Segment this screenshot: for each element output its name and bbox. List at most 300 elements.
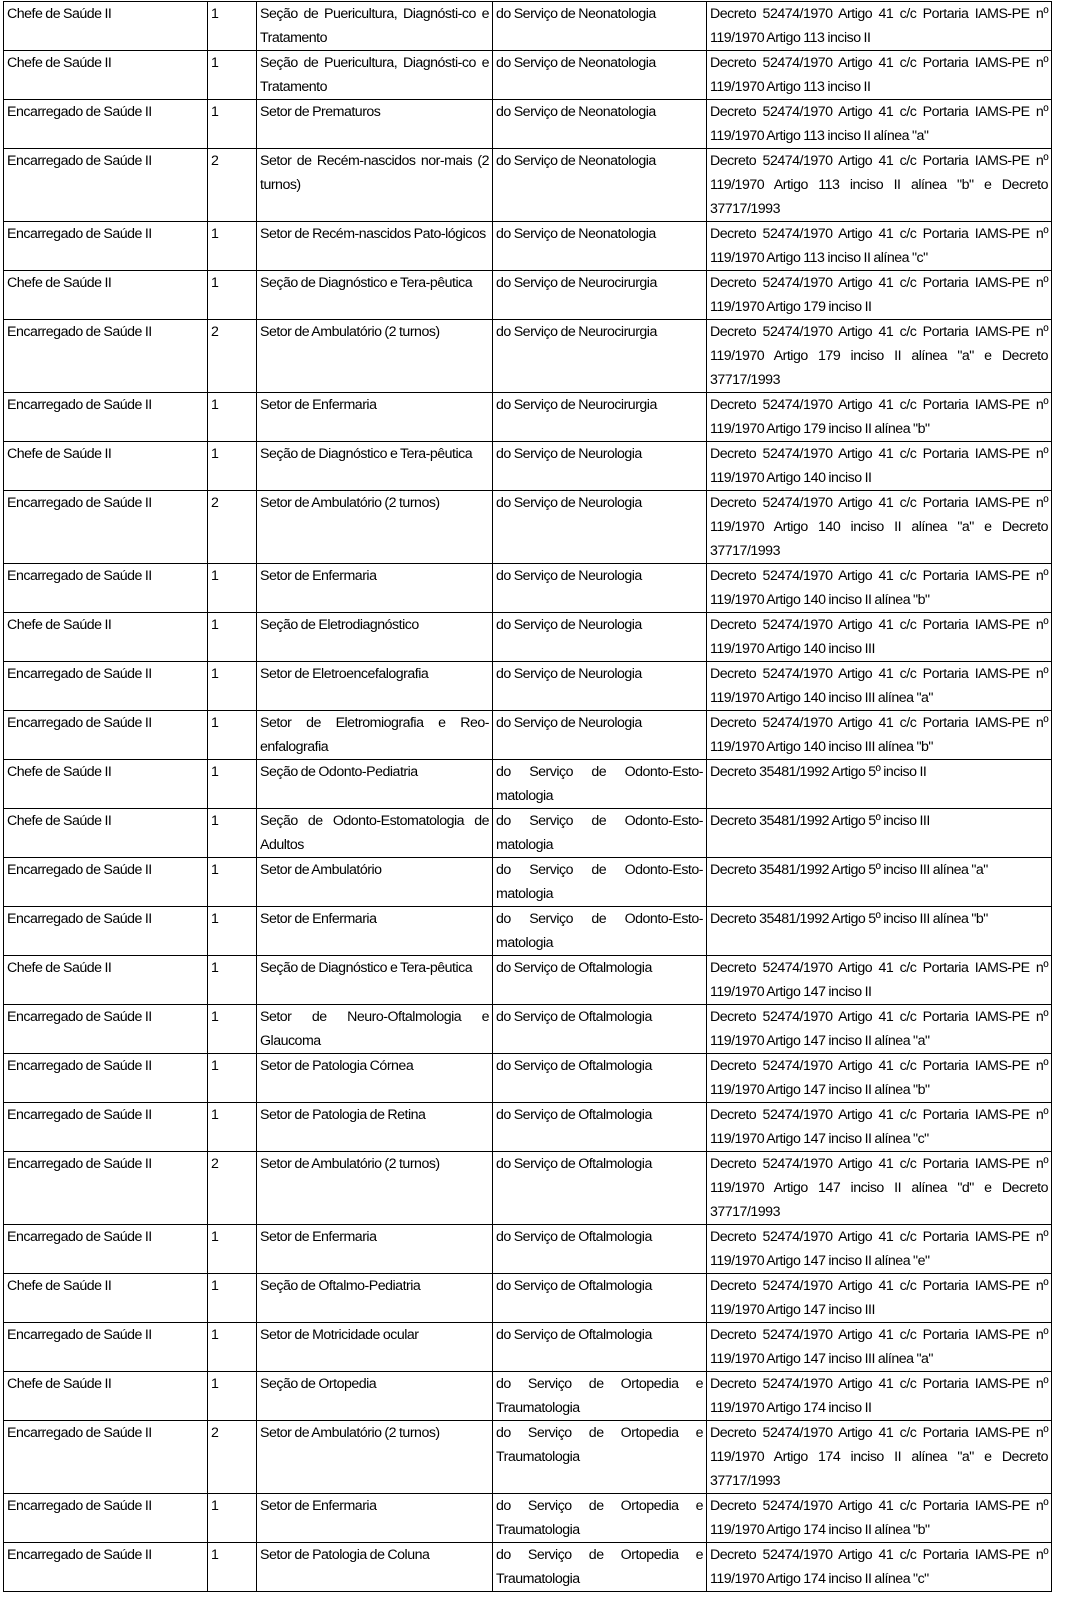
quantity-cell-text: 2 — [211, 153, 219, 169]
service-cell — [493, 1543, 707, 1592]
service-cell-text: do Serviço de Neurocirurgia — [496, 397, 657, 413]
quantity-cell-text: 1 — [211, 1547, 219, 1563]
cargo-cell-text: Encarregado de Saúde II — [7, 568, 152, 584]
cargo-cell — [4, 1372, 208, 1421]
quantity-cell-text: 1 — [211, 1278, 219, 1294]
unit-cell-text: Setor de Recém-nascidos Pato-lógicos — [260, 226, 486, 242]
legislation-cell — [707, 442, 1052, 491]
service-cell-text: do Serviço de Ortopedia e Traumatologia — [496, 1425, 703, 1465]
quantity-cell — [208, 1152, 257, 1225]
quantity-cell — [208, 760, 257, 809]
quantity-cell-text: 1 — [211, 1058, 219, 1074]
unit-cell-text: Seção de Diagnóstico e Tera-pêutica — [260, 960, 473, 976]
cargo-cell-text: Encarregado de Saúde II — [7, 1156, 152, 1172]
cargo-cell-text: Chefe de Saúde II — [7, 1278, 112, 1294]
quantity-cell — [208, 1494, 257, 1543]
legislation-cell — [707, 1494, 1052, 1543]
legislation-cell — [707, 858, 1052, 907]
unit-cell — [257, 1103, 493, 1152]
cargo-cell-text: Encarregado de Saúde II — [7, 397, 152, 413]
legislation-cell-text: Decreto 35481/1992 Artigo 5º inciso III alínea "b" — [710, 911, 988, 927]
legislation-cell-text: Decreto 52474/1970 Artigo 41 c/c Portaria IAMS-PE nº 119/1970 Artigo 179 inciso II — [710, 275, 1048, 315]
legislation-cell — [707, 1225, 1052, 1274]
unit-cell-text: Seção de Puericultura, Diagnósti-co e Tratamento — [260, 55, 489, 95]
quantity-cell — [208, 1543, 257, 1592]
legislation-cell-text: Decreto 52474/1970 Artigo 41 c/c Portaria IAMS-PE nº 119/1970 Artigo 147 inciso III alínea "a" — [710, 1327, 1048, 1367]
service-cell-text: do Serviço de Oftalmologia — [496, 960, 652, 976]
legislation-cell — [707, 711, 1052, 760]
table-row — [4, 442, 1052, 491]
quantity-cell — [208, 1421, 257, 1494]
unit-cell-text: Setor de Enfermaria — [260, 1229, 377, 1245]
quantity-cell — [208, 1225, 257, 1274]
legislation-cell-text: Decreto 52474/1970 Artigo 41 c/c Portaria IAMS-PE nº 119/1970 Artigo 113 inciso II — [710, 6, 1048, 46]
unit-cell-text: Seção de Diagnóstico e Tera-pêutica — [260, 446, 473, 462]
unit-cell-text: Setor de Patologia de Coluna — [260, 1547, 430, 1563]
legislation-cell — [707, 564, 1052, 613]
table-row — [4, 760, 1052, 809]
table-row — [4, 564, 1052, 613]
unit-cell — [257, 809, 493, 858]
table-row — [4, 320, 1052, 393]
legislation-cell-text: Decreto 52474/1970 Artigo 41 c/c Portaria IAMS-PE nº 119/1970 Artigo 174 inciso II alínea "a" e Decreto 37717/1993 — [710, 1425, 1048, 1489]
unit-cell-text: Setor de Enfermaria — [260, 397, 377, 413]
service-cell — [493, 564, 707, 613]
quantity-cell — [208, 711, 257, 760]
table-row — [4, 1494, 1052, 1543]
legislation-cell-text: Decreto 52474/1970 Artigo 41 c/c Portaria IAMS-PE nº 119/1970 Artigo 140 inciso II alínea "b" — [710, 568, 1048, 608]
unit-cell-text: Setor de Ambulatório (2 turnos) — [260, 324, 440, 340]
legislation-cell-text: Decreto 52474/1970 Artigo 41 c/c Portaria IAMS-PE nº 119/1970 Artigo 147 inciso II alínea "c" — [710, 1107, 1048, 1147]
legislation-cell-text: Decreto 35481/1992 Artigo 5º inciso III — [710, 813, 930, 829]
service-cell-text: do Serviço de Neurologia — [496, 666, 642, 682]
quantity-cell-text: 1 — [211, 568, 219, 584]
service-cell — [493, 1225, 707, 1274]
table-row — [4, 1054, 1052, 1103]
cargo-cell — [4, 711, 208, 760]
quantity-cell — [208, 51, 257, 100]
table-body — [4, 2, 1052, 1592]
unit-cell — [257, 51, 493, 100]
unit-cell — [257, 149, 493, 222]
table-row — [4, 100, 1052, 149]
cargo-cell-text: Encarregado de Saúde II — [7, 1107, 152, 1123]
service-cell — [493, 711, 707, 760]
service-cell-text: do Serviço de Oftalmologia — [496, 1327, 652, 1343]
service-cell — [493, 149, 707, 222]
unit-cell-text: Seção de Odonto-Estomatologia de Adultos — [260, 813, 489, 853]
cargo-cell-text: Chefe de Saúde II — [7, 55, 112, 71]
table-row — [4, 2, 1052, 51]
cargo-cell — [4, 320, 208, 393]
service-cell — [493, 222, 707, 271]
cargo-cell-text: Chefe de Saúde II — [7, 1376, 112, 1392]
quantity-cell-text: 1 — [211, 960, 219, 976]
cargo-cell — [4, 491, 208, 564]
cargo-cell — [4, 1103, 208, 1152]
quantity-cell — [208, 1274, 257, 1323]
service-cell — [493, 100, 707, 149]
unit-cell — [257, 1274, 493, 1323]
quantity-cell-text: 1 — [211, 226, 219, 242]
unit-cell-text: Setor de Enfermaria — [260, 1498, 377, 1514]
legislation-cell — [707, 1421, 1052, 1494]
cargo-cell — [4, 2, 208, 51]
quantity-cell-text: 1 — [211, 666, 219, 682]
table-row — [4, 809, 1052, 858]
table-row — [4, 222, 1052, 271]
service-cell — [493, 393, 707, 442]
cargo-cell-text: Encarregado de Saúde II — [7, 324, 152, 340]
service-cell — [493, 907, 707, 956]
unit-cell-text: Setor de Eletroencefalografia — [260, 666, 429, 682]
cargo-cell-text: Chefe de Saúde II — [7, 617, 112, 633]
service-cell-text: do Serviço de Oftalmologia — [496, 1058, 652, 1074]
quantity-cell — [208, 222, 257, 271]
quantity-cell-text: 2 — [211, 495, 219, 511]
cargo-cell — [4, 564, 208, 613]
service-cell — [493, 442, 707, 491]
table-row — [4, 271, 1052, 320]
table-row — [4, 1421, 1052, 1494]
cargo-cell-text: Chefe de Saúde II — [7, 275, 112, 291]
quantity-cell — [208, 149, 257, 222]
legislation-cell-text: Decreto 52474/1970 Artigo 41 c/c Portaria IAMS-PE nº 119/1970 Artigo 174 inciso II — [710, 1376, 1048, 1416]
service-cell-text: do Serviço de Neurologia — [496, 568, 642, 584]
quantity-cell-text: 2 — [211, 1156, 219, 1172]
legislation-cell — [707, 149, 1052, 222]
service-cell — [493, 1005, 707, 1054]
quantity-cell-text: 1 — [211, 1327, 219, 1343]
cargo-cell-text: Encarregado de Saúde II — [7, 911, 152, 927]
service-cell-text: do Serviço de Oftalmologia — [496, 1156, 652, 1172]
legislation-cell — [707, 2, 1052, 51]
quantity-cell-text: 1 — [211, 764, 219, 780]
table-row — [4, 1323, 1052, 1372]
unit-cell — [257, 1494, 493, 1543]
quantity-cell-text: 1 — [211, 55, 219, 71]
cargo-cell-text: Encarregado de Saúde II — [7, 666, 152, 682]
unit-cell-text: Setor de Ambulatório (2 turnos) — [260, 1156, 440, 1172]
quantity-cell-text: 1 — [211, 446, 219, 462]
service-cell — [493, 760, 707, 809]
legislation-cell — [707, 1152, 1052, 1225]
quantity-cell — [208, 1005, 257, 1054]
unit-cell — [257, 1323, 493, 1372]
cargo-cell — [4, 1225, 208, 1274]
service-cell — [493, 1054, 707, 1103]
cargo-cell-text: Encarregado de Saúde II — [7, 1009, 152, 1025]
legislation-cell — [707, 100, 1052, 149]
service-cell-text: do Serviço de Neonatologia — [496, 226, 656, 242]
legislation-cell — [707, 320, 1052, 393]
service-cell — [493, 858, 707, 907]
table-row — [4, 1274, 1052, 1323]
cargo-cell — [4, 222, 208, 271]
legislation-cell-text: Decreto 52474/1970 Artigo 41 c/c Portaria IAMS-PE nº 119/1970 Artigo 113 inciso II alínea "b" e Decreto 37717/1993 — [710, 153, 1048, 217]
unit-cell-text: Setor de Prematuros — [260, 104, 381, 120]
cargo-cell-text: Chefe de Saúde II — [7, 960, 112, 976]
legislation-cell — [707, 1103, 1052, 1152]
service-cell-text: do Serviço de Neurologia — [496, 495, 642, 511]
cargo-cell — [4, 1005, 208, 1054]
quantity-cell-text: 1 — [211, 397, 219, 413]
quantity-cell-text: 1 — [211, 862, 219, 878]
unit-cell-text: Setor de Eletromiografia e Reo-enfalografia — [260, 715, 489, 755]
service-cell-text: do Serviço de Odonto-Esto-matologia — [496, 764, 703, 804]
service-cell — [493, 809, 707, 858]
legislation-cell — [707, 1054, 1052, 1103]
table-row — [4, 613, 1052, 662]
quantity-cell — [208, 1323, 257, 1372]
cargo-cell-text: Encarregado de Saúde II — [7, 862, 152, 878]
unit-cell-text: Seção de Odonto-Pediatria — [260, 764, 418, 780]
service-cell — [493, 1372, 707, 1421]
quantity-cell-text: 1 — [211, 617, 219, 633]
service-cell-text: do Serviço de Odonto-Esto-matologia — [496, 911, 703, 951]
service-cell-text: do Serviço de Oftalmologia — [496, 1229, 652, 1245]
table-row — [4, 393, 1052, 442]
legislation-cell-text: Decreto 52474/1970 Artigo 41 c/c Portaria IAMS-PE nº 119/1970 Artigo 174 inciso II alínea "c" — [710, 1547, 1048, 1587]
service-cell-text: do Serviço de Neurologia — [496, 446, 642, 462]
unit-cell — [257, 1225, 493, 1274]
table-row — [4, 956, 1052, 1005]
legislation-cell — [707, 1005, 1052, 1054]
unit-cell — [257, 956, 493, 1005]
quantity-cell — [208, 956, 257, 1005]
cargo-cell — [4, 1152, 208, 1225]
cargo-cell-text: Chefe de Saúde II — [7, 6, 112, 22]
cargo-cell-text: Encarregado de Saúde II — [7, 1547, 152, 1563]
table-row — [4, 51, 1052, 100]
unit-cell — [257, 1054, 493, 1103]
unit-cell-text: Setor de Neuro-Oftalmologia e Glaucoma — [260, 1009, 489, 1049]
table-row — [4, 149, 1052, 222]
legislation-cell-text: Decreto 52474/1970 Artigo 41 c/c Portaria IAMS-PE nº 119/1970 Artigo 147 inciso II — [710, 960, 1048, 1000]
unit-cell — [257, 320, 493, 393]
legislation-cell-text: Decreto 35481/1992 Artigo 5º inciso III alínea "a" — [710, 862, 988, 878]
unit-cell — [257, 1543, 493, 1592]
table-row — [4, 1225, 1052, 1274]
legislation-cell — [707, 1543, 1052, 1592]
unit-cell — [257, 662, 493, 711]
legislation-cell-text: Decreto 52474/1970 Artigo 41 c/c Portaria IAMS-PE nº 119/1970 Artigo 147 inciso II alínea "d" e Decreto 37717/1993 — [710, 1156, 1048, 1220]
legislation-cell-text: Decreto 52474/1970 Artigo 41 c/c Portaria IAMS-PE nº 119/1970 Artigo 113 inciso II alínea "a" — [710, 104, 1048, 144]
service-cell-text: do Serviço de Ortopedia e Traumatologia — [496, 1547, 703, 1587]
legislation-cell-text: Decreto 52474/1970 Artigo 41 c/c Portaria IAMS-PE nº 119/1970 Artigo 140 inciso II — [710, 446, 1048, 486]
service-cell — [493, 1421, 707, 1494]
service-cell-text: do Serviço de Ortopedia e Traumatologia — [496, 1376, 703, 1416]
legislation-cell — [707, 809, 1052, 858]
cargo-cell — [4, 1421, 208, 1494]
cargo-cell — [4, 760, 208, 809]
legislation-cell — [707, 491, 1052, 564]
table-row — [4, 1152, 1052, 1225]
cargo-cell — [4, 1274, 208, 1323]
legislation-cell — [707, 1323, 1052, 1372]
unit-cell — [257, 393, 493, 442]
service-cell — [493, 1494, 707, 1543]
legislation-cell — [707, 51, 1052, 100]
legislation-cell — [707, 393, 1052, 442]
quantity-cell-text: 1 — [211, 1009, 219, 1025]
quantity-cell-text: 1 — [211, 1229, 219, 1245]
service-cell-text: do Serviço de Neurologia — [496, 715, 642, 731]
legislation-cell-text: Decreto 52474/1970 Artigo 41 c/c Portaria IAMS-PE nº 119/1970 Artigo 113 inciso II alínea "c" — [710, 226, 1048, 266]
unit-cell-text: Setor de Patologia Córnea — [260, 1058, 414, 1074]
cargo-cell — [4, 442, 208, 491]
cargo-cell-text: Chefe de Saúde II — [7, 446, 112, 462]
legislation-cell-text: Decreto 52474/1970 Artigo 41 c/c Portaria IAMS-PE nº 119/1970 Artigo 147 inciso II alínea "a" — [710, 1009, 1048, 1049]
legislation-cell-text: Decreto 52474/1970 Artigo 41 c/c Portaria IAMS-PE nº 119/1970 Artigo 140 inciso II alínea "a" e Decreto 37717/1993 — [710, 495, 1048, 559]
cargo-cell-text: Encarregado de Saúde II — [7, 226, 152, 242]
quantity-cell-text: 2 — [211, 1425, 219, 1441]
service-cell — [493, 1323, 707, 1372]
cargo-cell — [4, 1494, 208, 1543]
cargo-cell-text: Encarregado de Saúde II — [7, 104, 152, 120]
table-row — [4, 907, 1052, 956]
table-row — [4, 858, 1052, 907]
table-row — [4, 711, 1052, 760]
service-cell-text: do Serviço de Neonatologia — [496, 6, 656, 22]
cargo-cell — [4, 1543, 208, 1592]
table-row — [4, 662, 1052, 711]
service-cell-text: do Serviço de Oftalmologia — [496, 1278, 652, 1294]
legislation-cell-text: Decreto 52474/1970 Artigo 41 c/c Portaria IAMS-PE nº 119/1970 Artigo 147 inciso III — [710, 1278, 1048, 1318]
unit-cell-text: Setor de Ambulatório — [260, 862, 382, 878]
quantity-cell-text: 1 — [211, 104, 219, 120]
service-cell — [493, 613, 707, 662]
legislation-cell-text: Decreto 35481/1992 Artigo 5º inciso II — [710, 764, 927, 780]
quantity-cell — [208, 442, 257, 491]
service-cell-text: do Serviço de Neurologia — [496, 617, 642, 633]
legislation-cell-text: Decreto 52474/1970 Artigo 41 c/c Portaria IAMS-PE nº 119/1970 Artigo 179 inciso II alínea "a" e Decreto 37717/1993 — [710, 324, 1048, 388]
cargo-cell — [4, 100, 208, 149]
service-cell — [493, 1274, 707, 1323]
quantity-cell-text: 1 — [211, 715, 219, 731]
quantity-cell-text: 1 — [211, 6, 219, 22]
unit-cell-text: Setor de Recém-nascidos nor-mais (2 turnos) — [260, 153, 489, 193]
service-cell — [493, 1152, 707, 1225]
quantity-cell — [208, 393, 257, 442]
service-cell-text: do Serviço de Oftalmologia — [496, 1107, 652, 1123]
cargo-cell — [4, 271, 208, 320]
legislation-cell-text: Decreto 52474/1970 Artigo 41 c/c Portaria IAMS-PE nº 119/1970 Artigo 179 inciso II alínea "b" — [710, 397, 1048, 437]
cargo-cell — [4, 858, 208, 907]
quantity-cell — [208, 1103, 257, 1152]
legislation-cell-text: Decreto 52474/1970 Artigo 41 c/c Portaria IAMS-PE nº 119/1970 Artigo 140 inciso III alínea "b" — [710, 715, 1048, 755]
service-cell — [493, 2, 707, 51]
quantity-cell-text: 1 — [211, 1376, 219, 1392]
unit-cell — [257, 1421, 493, 1494]
unit-cell-text: Seção de Oftalmo-Pediatria — [260, 1278, 421, 1294]
quantity-cell — [208, 320, 257, 393]
service-cell-text: do Serviço de Neurocirurgia — [496, 275, 657, 291]
quantity-cell — [208, 271, 257, 320]
quantity-cell — [208, 1054, 257, 1103]
unit-cell — [257, 271, 493, 320]
unit-cell-text: Setor de Enfermaria — [260, 911, 377, 927]
table-row — [4, 1372, 1052, 1421]
service-cell — [493, 271, 707, 320]
table-row — [4, 1543, 1052, 1592]
cargo-cell — [4, 662, 208, 711]
cargo-cell-text: Encarregado de Saúde II — [7, 495, 152, 511]
quantity-cell-text: 1 — [211, 1498, 219, 1514]
service-cell — [493, 662, 707, 711]
quantity-cell-text: 1 — [211, 1107, 219, 1123]
cargo-cell-text: Encarregado de Saúde II — [7, 1058, 152, 1074]
unit-cell-text: Setor de Ambulatório (2 turnos) — [260, 495, 440, 511]
cargo-cell — [4, 907, 208, 956]
cargo-cell-text: Encarregado de Saúde II — [7, 153, 152, 169]
cargo-cell-text: Chefe de Saúde II — [7, 813, 112, 829]
quantity-cell — [208, 100, 257, 149]
quantity-cell-text: 1 — [211, 275, 219, 291]
unit-cell — [257, 1152, 493, 1225]
unit-cell — [257, 613, 493, 662]
cargo-cell — [4, 393, 208, 442]
unit-cell — [257, 907, 493, 956]
unit-cell-text: Seção de Diagnóstico e Tera-pêutica — [260, 275, 473, 291]
legislation-cell-text: Decreto 52474/1970 Artigo 41 c/c Portaria IAMS-PE nº 119/1970 Artigo 147 inciso II alínea "e" — [710, 1229, 1048, 1269]
service-cell-text: do Serviço de Odonto-Esto-matologia — [496, 862, 703, 902]
quantity-cell — [208, 809, 257, 858]
cargo-cell-text: Encarregado de Saúde II — [7, 715, 152, 731]
cargo-cell — [4, 1323, 208, 1372]
cargo-cell — [4, 1054, 208, 1103]
cargo-cell-text: Encarregado de Saúde II — [7, 1327, 152, 1343]
cargo-cell-text: Encarregado de Saúde II — [7, 1498, 152, 1514]
unit-cell-text: Setor de Patologia de Retina — [260, 1107, 426, 1123]
unit-cell-text: Seção de Puericultura, Diagnósti-co e Tratamento — [260, 6, 489, 46]
service-cell — [493, 956, 707, 1005]
cargo-cell-text: Encarregado de Saúde II — [7, 1229, 152, 1245]
quantity-cell-text: 1 — [211, 911, 219, 927]
table-row — [4, 1103, 1052, 1152]
cargo-cell — [4, 809, 208, 858]
quantity-cell — [208, 2, 257, 51]
unit-cell-text: Seção de Eletrodiagnóstico — [260, 617, 419, 633]
service-cell — [493, 1103, 707, 1152]
unit-cell — [257, 1005, 493, 1054]
table-row — [4, 1005, 1052, 1054]
cargo-cell — [4, 149, 208, 222]
cargo-cell — [4, 613, 208, 662]
positions-table — [3, 1, 1052, 1592]
cargo-cell — [4, 956, 208, 1005]
unit-cell — [257, 711, 493, 760]
legislation-cell — [707, 956, 1052, 1005]
quantity-cell — [208, 564, 257, 613]
unit-cell-text: Seção de Ortopedia — [260, 1376, 377, 1392]
quantity-cell — [208, 907, 257, 956]
cargo-cell — [4, 51, 208, 100]
legislation-cell — [707, 1274, 1052, 1323]
service-cell-text: do Serviço de Oftalmologia — [496, 1009, 652, 1025]
legislation-cell-text: Decreto 52474/1970 Artigo 41 c/c Portaria IAMS-PE nº 119/1970 Artigo 140 inciso III alínea "a" — [710, 666, 1048, 706]
unit-cell — [257, 1372, 493, 1421]
legislation-cell-text: Decreto 52474/1970 Artigo 41 c/c Portaria IAMS-PE nº 119/1970 Artigo 140 inciso III — [710, 617, 1048, 657]
quantity-cell — [208, 613, 257, 662]
legislation-cell — [707, 222, 1052, 271]
table-row — [4, 491, 1052, 564]
legislation-cell — [707, 271, 1052, 320]
quantity-cell — [208, 858, 257, 907]
unit-cell — [257, 2, 493, 51]
cargo-cell-text: Encarregado de Saúde II — [7, 1425, 152, 1441]
legislation-cell-text: Decreto 52474/1970 Artigo 41 c/c Portaria IAMS-PE nº 119/1970 Artigo 147 inciso II alínea "b" — [710, 1058, 1048, 1098]
